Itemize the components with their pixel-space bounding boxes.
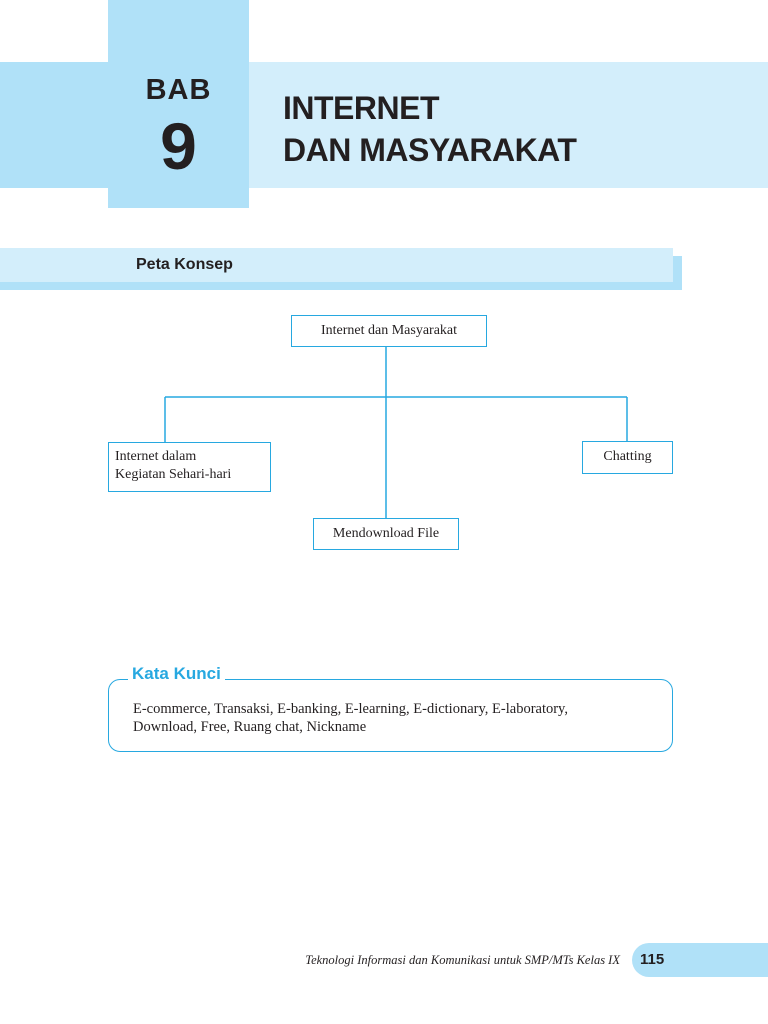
concept-node-middle: Mendownload File (313, 518, 459, 550)
concept-node-right: Chatting (582, 441, 673, 474)
keywords-line2: Download, Free, Ruang chat, Nickname (133, 719, 367, 735)
keywords-heading: Kata Kunci (128, 664, 225, 684)
chapter-label: BAB (145, 74, 212, 106)
chapter-title-line1: INTERNET (283, 90, 439, 126)
concept-node-left-line2: Kegiatan Sehari-hari (115, 467, 232, 482)
keywords-text (133, 700, 663, 736)
page-number: 115 (640, 951, 665, 968)
footer-book-title: Teknologi Informasi dan Komunikasi untuk SMP/MTs Kelas IX (305, 953, 620, 967)
concept-map-heading: Peta Konsep (136, 256, 233, 273)
chapter-title-line2: DAN MASYARAKAT (283, 132, 577, 168)
concept-node-left (108, 442, 271, 492)
chapter-number: 9 (160, 109, 197, 183)
concept-node-root: Internet dan Masyarakat (291, 315, 487, 347)
concept-node-left-line1: Internet dalam (115, 449, 197, 464)
keywords-line1: E-commerce, Transaksi, E-banking, E-learning, E-dictionary, E-laboratory, (133, 701, 568, 717)
